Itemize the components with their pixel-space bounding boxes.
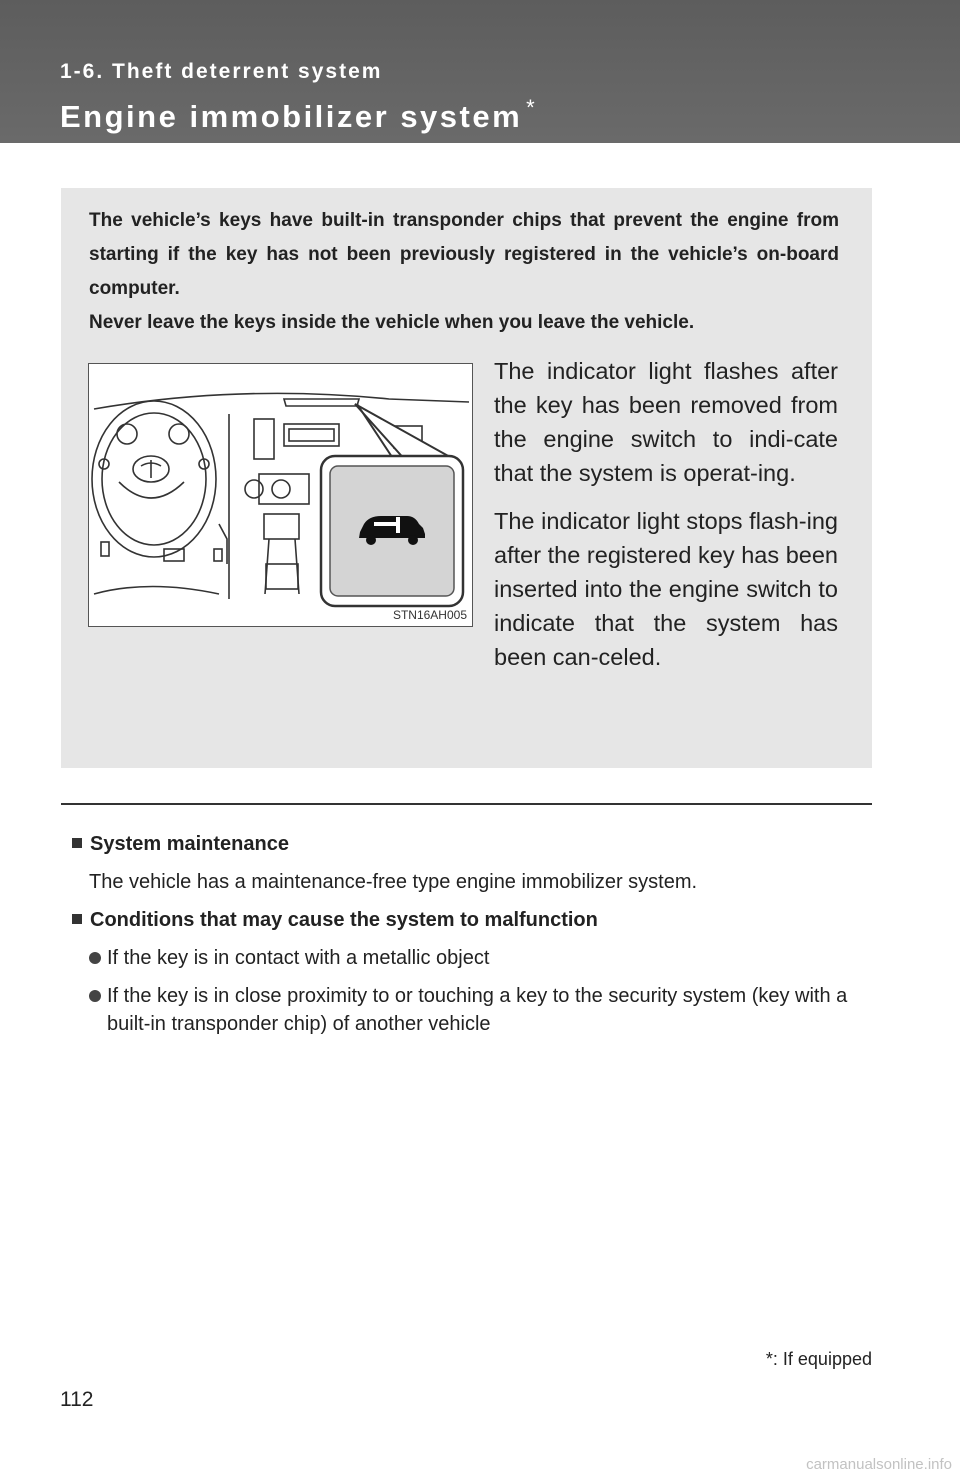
footnote-text: : If equipped	[772, 1349, 872, 1369]
circle-bullet-icon	[89, 952, 101, 964]
page-title-text: Engine immobilizer system	[60, 99, 523, 134]
intro-warning: Never leave the keys inside the vehicle when you leave the vehicle.	[89, 312, 695, 333]
maintenance-text: The vehicle has a maintenance-free type engine immobilizer system.	[89, 871, 698, 893]
info-box	[61, 188, 872, 768]
intro-paragraph: The vehicle’s keys have built-in transponder chips that prevent the engine from starting if the key has not been previously registered in the vehicle’s on-board computer.	[89, 210, 839, 299]
if-equipped-mark: *	[526, 95, 538, 120]
malfunction-heading-text: Conditions that may cause the system to malfunction	[90, 909, 598, 931]
circle-bullet-icon	[89, 990, 101, 1002]
footnote	[766, 1349, 872, 1370]
dashboard-drawing	[89, 364, 472, 626]
page-header	[0, 0, 960, 143]
square-bullet-icon	[72, 914, 82, 924]
footnote-mark: *	[765, 1349, 773, 1369]
watermark: carmanualsonline.info	[806, 1456, 952, 1473]
dashboard-illustration	[88, 363, 473, 627]
list-item-text: If the key is in close proximity to or touching a key to the security system (key with a built-in transponder chip) of another vehicle	[107, 985, 848, 1035]
malfunction-heading	[72, 906, 872, 934]
maintenance-heading-text: System maintenance	[90, 833, 289, 855]
section-divider	[61, 803, 872, 805]
section-label: 1-6. Theft deterrent system	[60, 60, 383, 83]
page-number: 112	[60, 1388, 94, 1411]
maintenance-heading	[72, 830, 872, 858]
list-item-text: If the key is in contact with a metallic object	[107, 947, 490, 969]
square-bullet-icon	[72, 838, 82, 848]
page-title	[60, 95, 537, 135]
indicator-description	[494, 354, 838, 688]
description-stops: The indicator light stops flash-ing after the registered key has been inserted into the engine switch to indicate that the system has been can-celed.	[494, 508, 838, 670]
list-item	[89, 944, 872, 972]
intro-text	[89, 204, 839, 340]
list-item	[89, 982, 872, 1038]
body-text	[72, 830, 872, 1038]
figure-code: STN16AH005	[392, 608, 467, 622]
description-flashing: The indicator light flashes after the key has been removed from the engine switch to indi-cate that the system is operat-ing.	[494, 358, 838, 486]
